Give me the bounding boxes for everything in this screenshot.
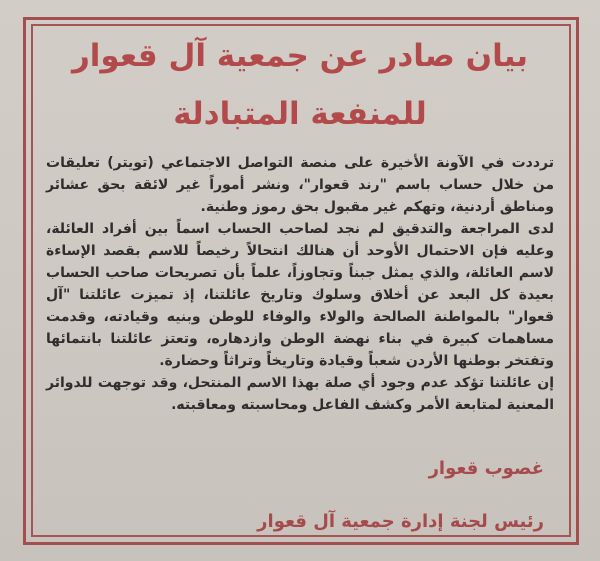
paragraph-1: ترددت في الآونة الأخيرة على منصة التواصل الاجتماعي (تويتر) تعليقات من خلال حساب باسم "رند قعوار"، ونشر أموراً غير لائقة بحق عشائر ومناطق أردنية، وتهكم غير مقبول بحق رموز وطنية. [46,155,554,215]
statement-title-line1: بيان صادر عن جمعية آل قعوار [71,38,529,74]
signature-name: غصوب قعوار [428,458,544,479]
signature-title: رئيس لجنة إدارة جمعية آل قعوار [257,511,544,532]
paragraph-2: لدى المراجعة والتدقيق لم نجد لصاحب الحساب اسماً بين أفراد العائلة، وعليه فإن الاحتمال الأوحد أن هنالك انتحالاً رخيصاً للاسم بقصد الإساءة لاسم العائلة، والذي يمثل جبناً وتجاوزاً، علماً بأن تصريحات صاحب الحساب بعيدة كل البعد عن أخلاق وسلوك وتاريخ عائلتنا، إذ تميزت عائلتنا "آل قعوار" بالمواطنة الصالحة والولاء والوفاء للوطن وبنيه وقيادته، وقدمت مساهمات كبيرة في بناء نهضة الوطن وازدهاره، وتعتز عائلتنا بانتمائها وتفتخر بوطنها الأردن شعباً وقيادة وتاريخاً وتراثاً وحضارة. [46,221,554,369]
statement-title-line2: للمنفعة المتبادلة [173,96,427,132]
statement-content [38,30,562,530]
statement-body [46,152,554,416]
paragraph-3: إن عائلتنا تؤكد عدم وجود أي صلة بهذا الاسم المنتحل، وقد توجهت للدوائر المعنية لمتابعة الأمر وكشف الفاعل ومحاسبته ومعاقبته. [46,375,554,413]
